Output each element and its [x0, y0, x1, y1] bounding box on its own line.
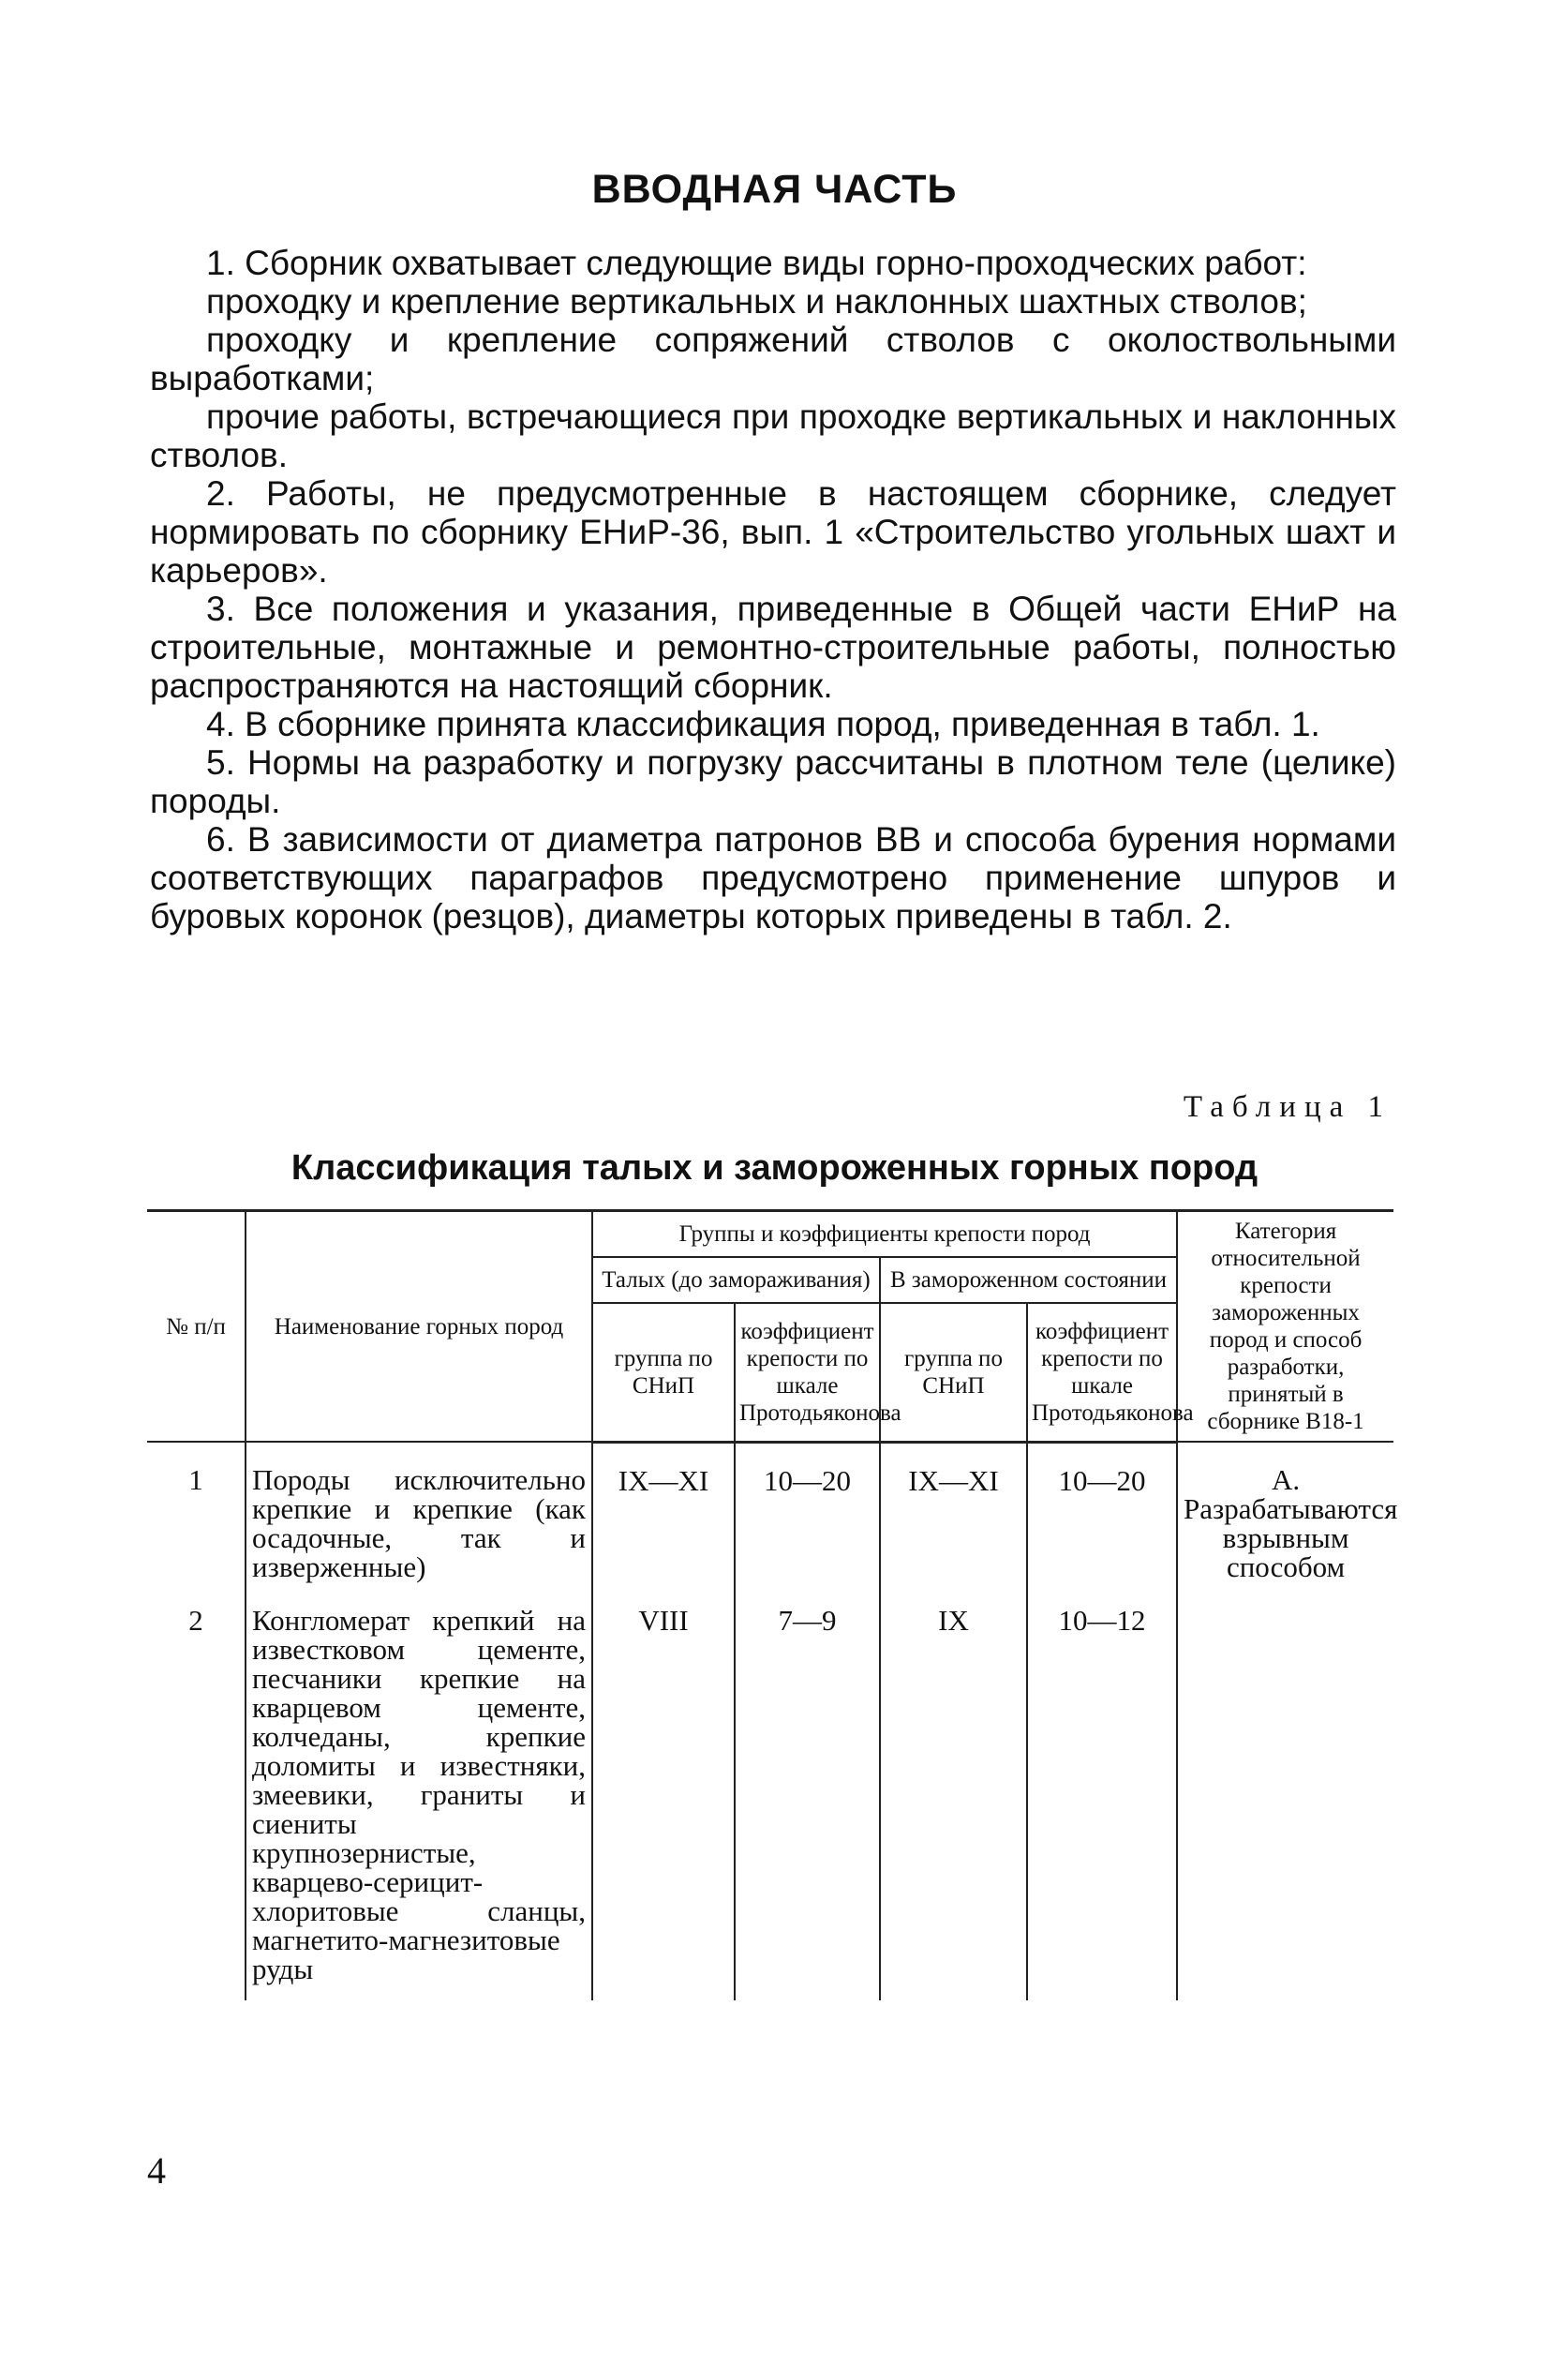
paragraph-2: 2. Работы, не предусмотренные в настоящем сборнике, следует нормировать по сборнику ЕНиР-36, вып. 1 «Строительство угольных шахт и карьеров». — [150, 474, 1396, 590]
row-frozen-group: IX—XI — [880, 1442, 1027, 1598]
row-num: 1 — [147, 1442, 246, 1598]
row-rock-name: Породы исключительно крепкие и крепкие (как осадочные, так и изверженные) — [246, 1442, 592, 1598]
row-category — [1177, 1598, 1393, 2000]
header-rock-name: Наименование горных пород — [246, 1211, 592, 1443]
row-category: А. Разрабатываются взрывным способом — [1177, 1442, 1393, 1598]
header-frozen-group: группа по СНиП — [880, 1303, 1027, 1442]
table-row — [147, 1598, 1393, 2000]
paragraph-6: 6. В зависимости от диаметра патронов ВВ и способа бурения нормами соответствующих параграфов предусмотрено применение шпуров и буровых коронок (резцов), диаметры которых приведены в табл. 2. — [150, 820, 1396, 936]
row-thawed-group: VIII — [592, 1598, 735, 2000]
header-frozen: В замороженном состоянии — [880, 1257, 1177, 1303]
row-num: 2 — [147, 1598, 246, 2000]
section-title: ВВОДНАЯ ЧАСТЬ — [591, 167, 958, 212]
table-title: Классификация талых и замороженных горных пород — [290, 1148, 1259, 1188]
header-category: Категория относительной крепости замороженных пород и способ разработки, принятый в сборнике В18-1 — [1177, 1211, 1393, 1443]
table-label: Таблица 1 — [1183, 1090, 1392, 1124]
paragraph-1-item-1: проходку и крепление вертикальных и наклонных шахтных стволов; — [206, 282, 1307, 321]
table-row — [147, 1442, 1393, 1598]
paragraph-3: 3. Все положения и указания, приведенные в Общей части ЕНиР на строительные, монтажные и ремонтно-строительные работы, полностью распространяются на настоящий сборник. — [150, 590, 1396, 705]
row-rock-name: Конгломерат крепкий на известковом цементе, песчаники крепкие на кварцевом цементе, колчеданы, крепкие доломиты и известняки, змеевики, граниты и сиениты крупнозернистые, кварцево-серицит-хлоритовые сланцы, магнетито-магнезитовые руды — [246, 1598, 592, 2000]
paragraph-4: 4. В сборнике принята классификация пород, приведенная в табл. 1. — [206, 705, 1320, 743]
row-thawed-group: IX—XI — [592, 1442, 735, 1598]
header-frozen-coef: коэффициент крепости по шкале Протодьяконова — [1027, 1303, 1177, 1442]
row-frozen-coef: 10—12 — [1027, 1598, 1177, 2000]
page-number: 4 — [147, 2149, 166, 2192]
row-frozen-group: IX — [880, 1598, 1027, 2000]
row-frozen-coef: 10—20 — [1027, 1442, 1177, 1598]
header-thawed: Талых (до замораживания) — [592, 1257, 880, 1303]
row-thawed-coef: 10—20 — [735, 1442, 880, 1598]
paragraph-1-item-2: проходку и крепление сопряжений стволов с околоствольными выработками; — [150, 321, 1396, 397]
header-thawed-coef: коэффициент крепости по шкале Протодьяконова — [735, 1303, 880, 1442]
introduction-text — [150, 244, 1396, 936]
paragraph-1: 1. Сборник охватывает следующие виды горно-проходческих работ: — [206, 244, 1307, 282]
header-thawed-group: группа по СНиП — [592, 1303, 735, 1442]
header-num: № п/п — [147, 1211, 246, 1443]
paragraph-5: 5. Нормы на разработку и погрузку рассчитаны в плотном теле (целике) породы. — [150, 743, 1396, 820]
paragraph-1-item-3: прочие работы, встречающиеся при проходке вертикальных и наклонных стволов. — [150, 397, 1396, 474]
header-groups: Группы и коэффициенты крепости пород — [592, 1211, 1177, 1257]
classification-table — [147, 1209, 1398, 2000]
row-thawed-coef: 7—9 — [735, 1598, 880, 2000]
